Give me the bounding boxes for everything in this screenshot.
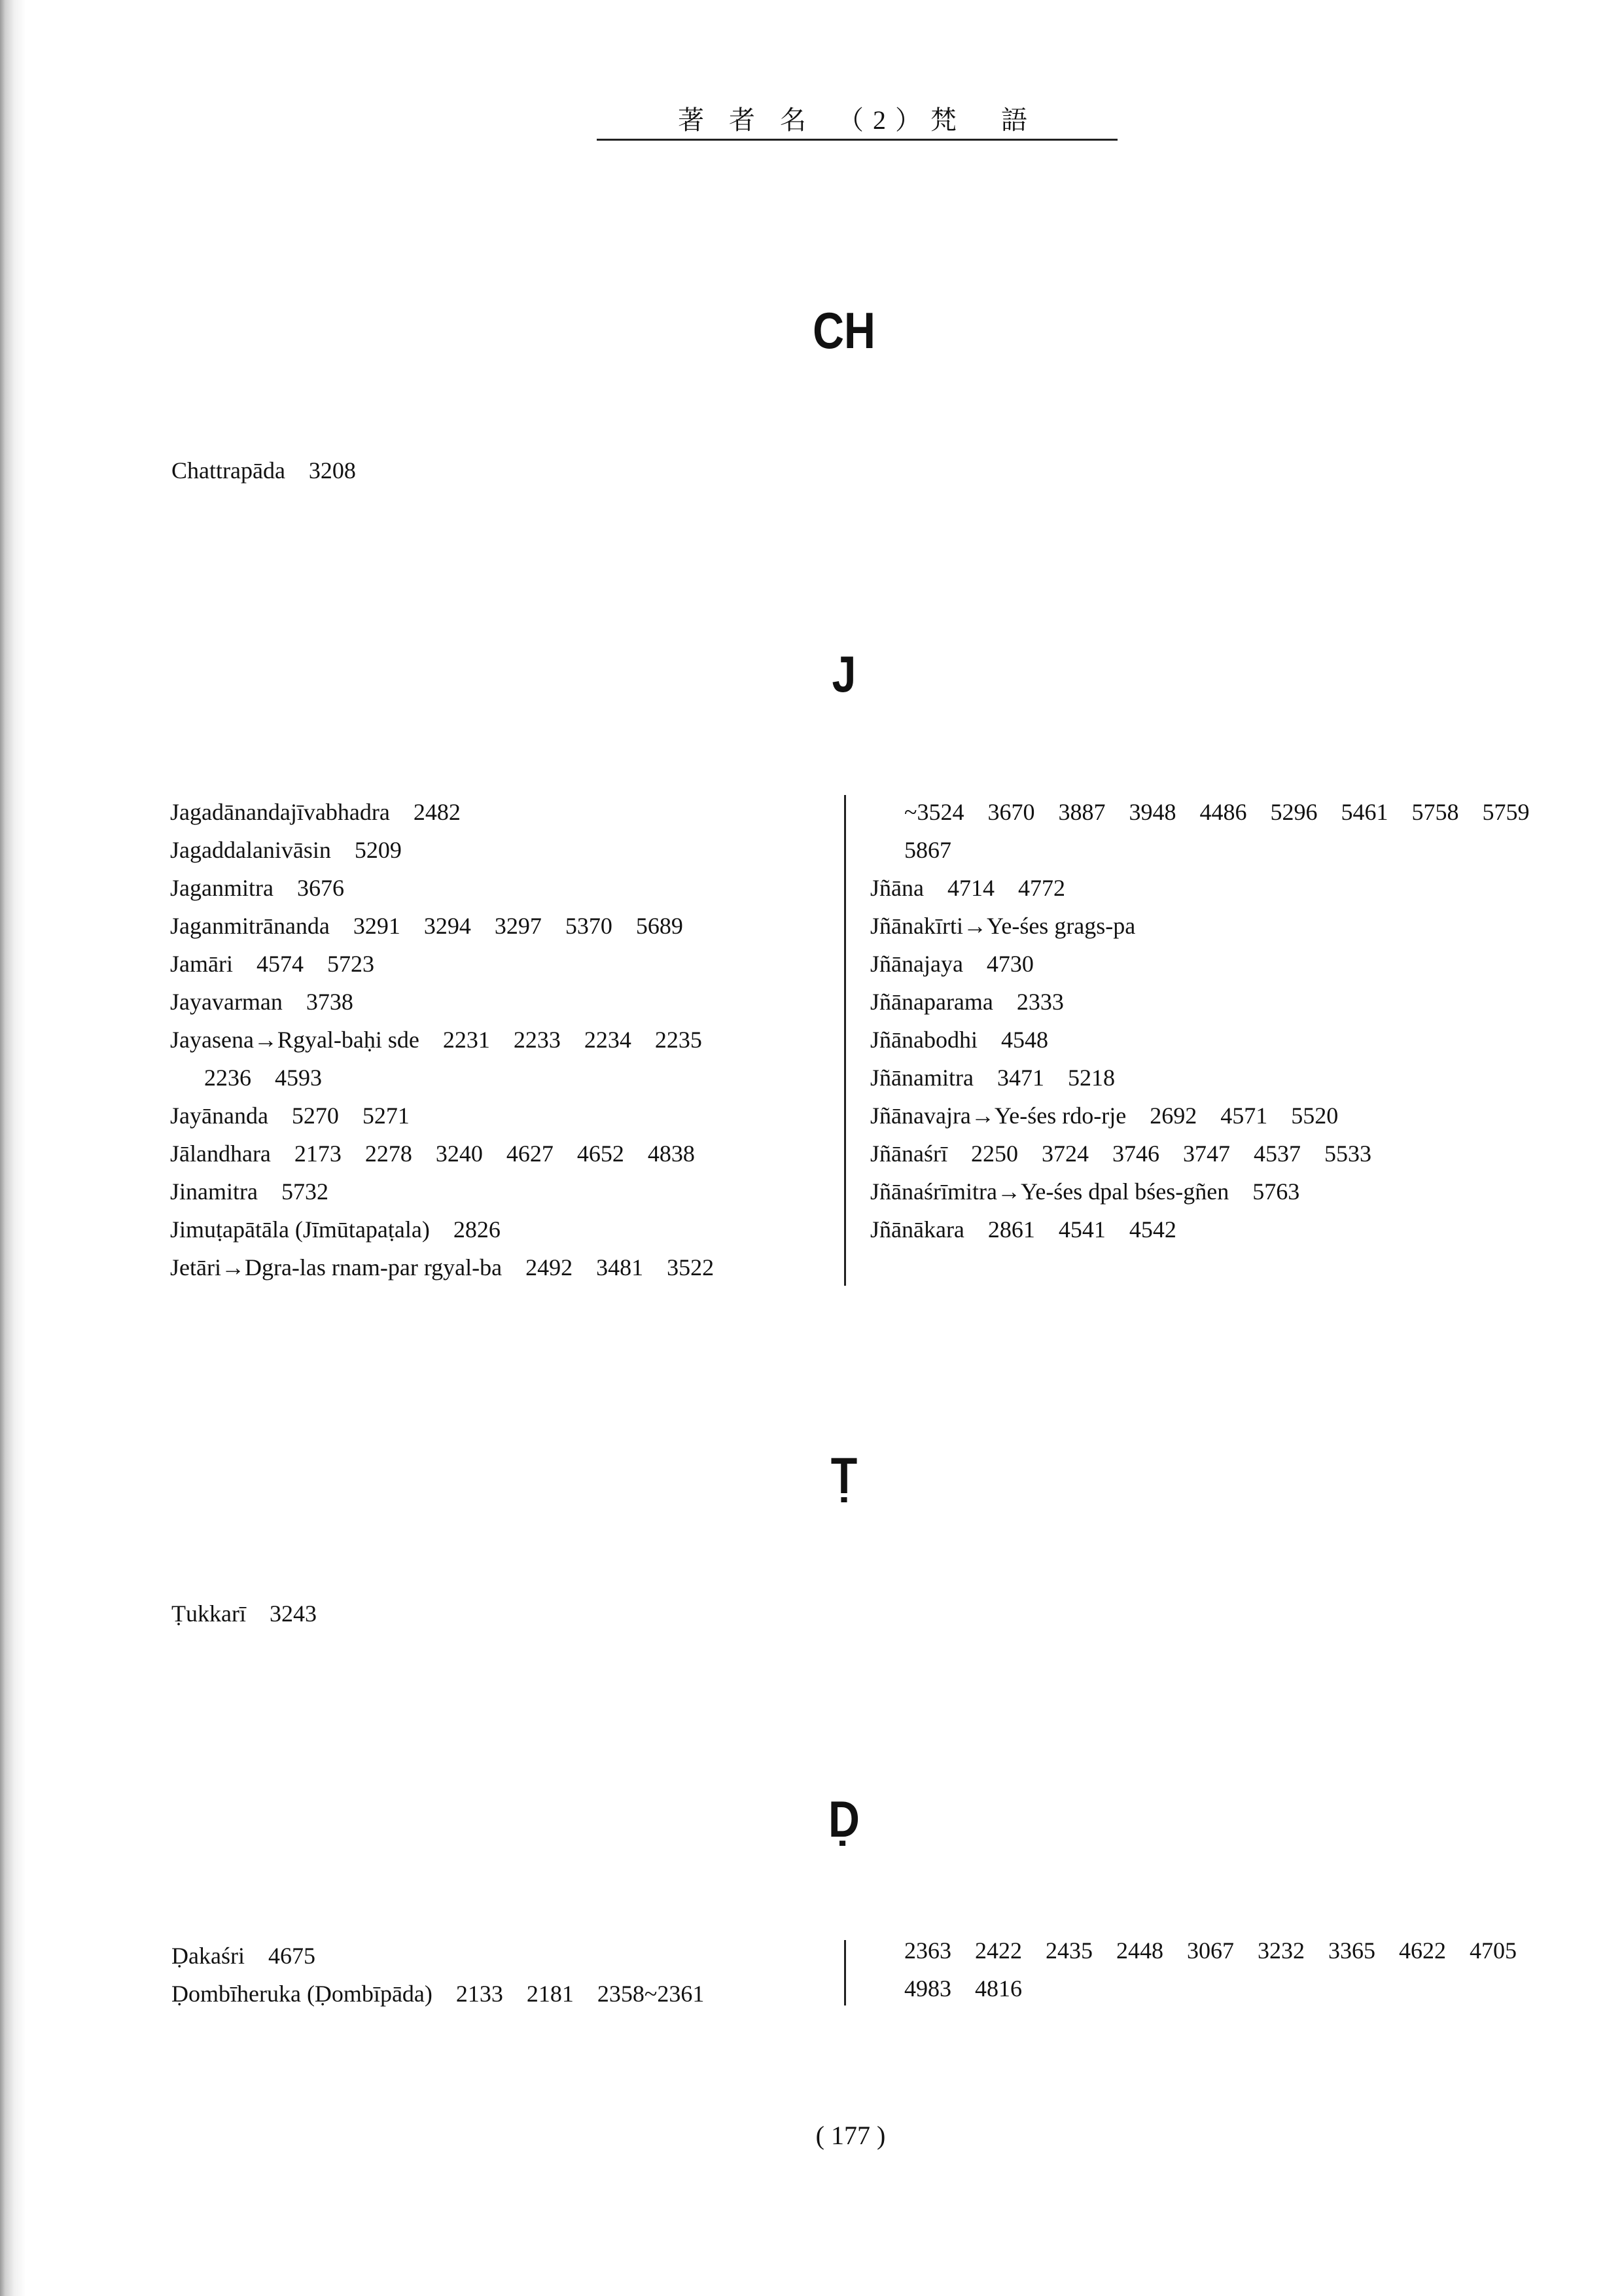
entry: Jñānaparama 2333 (870, 989, 1064, 1015)
entry: Jñānabodhi 4548 (870, 1027, 1048, 1053)
entry: Jñānakīrti→Ye-śes grags-pa (870, 913, 1136, 939)
entry: Jñānākara 2861 4541 4542 (870, 1216, 1176, 1243)
entry: Jñānamitra 3471 5218 (870, 1065, 1115, 1091)
entry: Jālandhara 2173 2278 3240 4627 4652 4838 (170, 1140, 695, 1167)
entry: Jayānanda 5270 5271 (170, 1103, 410, 1129)
column-rule (844, 795, 846, 1286)
entry-list-t (171, 1595, 317, 1633)
entry-continuation: 2363 2422 2435 2448 3067 3232 3365 4622 4705 (904, 1937, 1517, 1964)
entry-list-j-left (170, 793, 714, 1286)
section-heading-t: Ṭ (830, 1447, 858, 1504)
entry-list-j-right (870, 793, 1529, 1248)
entry: Jaganmitrānanda 3291 3294 3297 5370 5689 (170, 913, 683, 939)
page-number: ( 177 ) (815, 2121, 886, 2150)
entry: Jinamitra 5732 (170, 1178, 328, 1205)
entry: Jñānavajra→Ye-śes rdo-rje 2692 4571 5520 (870, 1103, 1339, 1129)
entry: Jagadānandajīvabhadra 2482 (170, 799, 461, 825)
entry: Jetāri→Dgra-las rnam-par rgyal-ba 2492 3481 3522 (170, 1254, 715, 1280)
entry: Ḍakaśri 4675 (171, 1943, 315, 1969)
entry: Ṭukkarī 3243 (171, 1600, 317, 1627)
entry: Ḍombīheruka (Ḍombīpāda) 2133 2181 2358~2361 (171, 1981, 705, 2007)
entry: Jñānaśrīmitra→Ye-śes dpal bśes-gñen 5763 (870, 1178, 1300, 1205)
header-rule (597, 139, 1118, 141)
entry-list-d-right (870, 1932, 1517, 2007)
scan-edge (0, 0, 26, 2296)
column-rule (844, 1940, 846, 2005)
entry-continuation: ~3524 3670 3887 3948 4486 5296 5461 5758 5759 (904, 799, 1530, 825)
section-heading-ch: CH (813, 302, 875, 359)
entry-list-d-left (171, 1937, 704, 2013)
entry: Jñānaśrī 2250 3724 3746 3747 4537 5533 (870, 1140, 1371, 1167)
entry: Jamāri 4574 5723 (170, 951, 374, 977)
entry: Jayasena→Rgyal-baḥi sde 2231 2233 2234 2235 (170, 1027, 702, 1053)
entry: Chattrapāda 3208 (171, 457, 356, 484)
section-heading-d: Ḍ (828, 1790, 860, 1848)
entry-list-ch (171, 451, 356, 489)
entry: Jagaddalanivāsin 5209 (170, 837, 402, 863)
entry-continuation: 5867 (904, 837, 951, 863)
entry-continuation: 2236 4593 (204, 1065, 323, 1091)
entry: Jaganmitra 3676 (170, 875, 344, 901)
entry: Jayavarman 3738 (170, 989, 353, 1015)
running-header: 著 者 名 （2）梵 語 (678, 105, 1036, 135)
entry: Jñāna 4714 4772 (870, 875, 1065, 901)
entry: Jimuṭapātāla (Jīmūtapaṭala) 2826 (170, 1216, 501, 1243)
section-heading-j: J (832, 645, 856, 703)
entry-continuation: 4983 4816 (904, 1975, 1023, 2002)
entry: Jñānajaya 4730 (870, 951, 1034, 977)
